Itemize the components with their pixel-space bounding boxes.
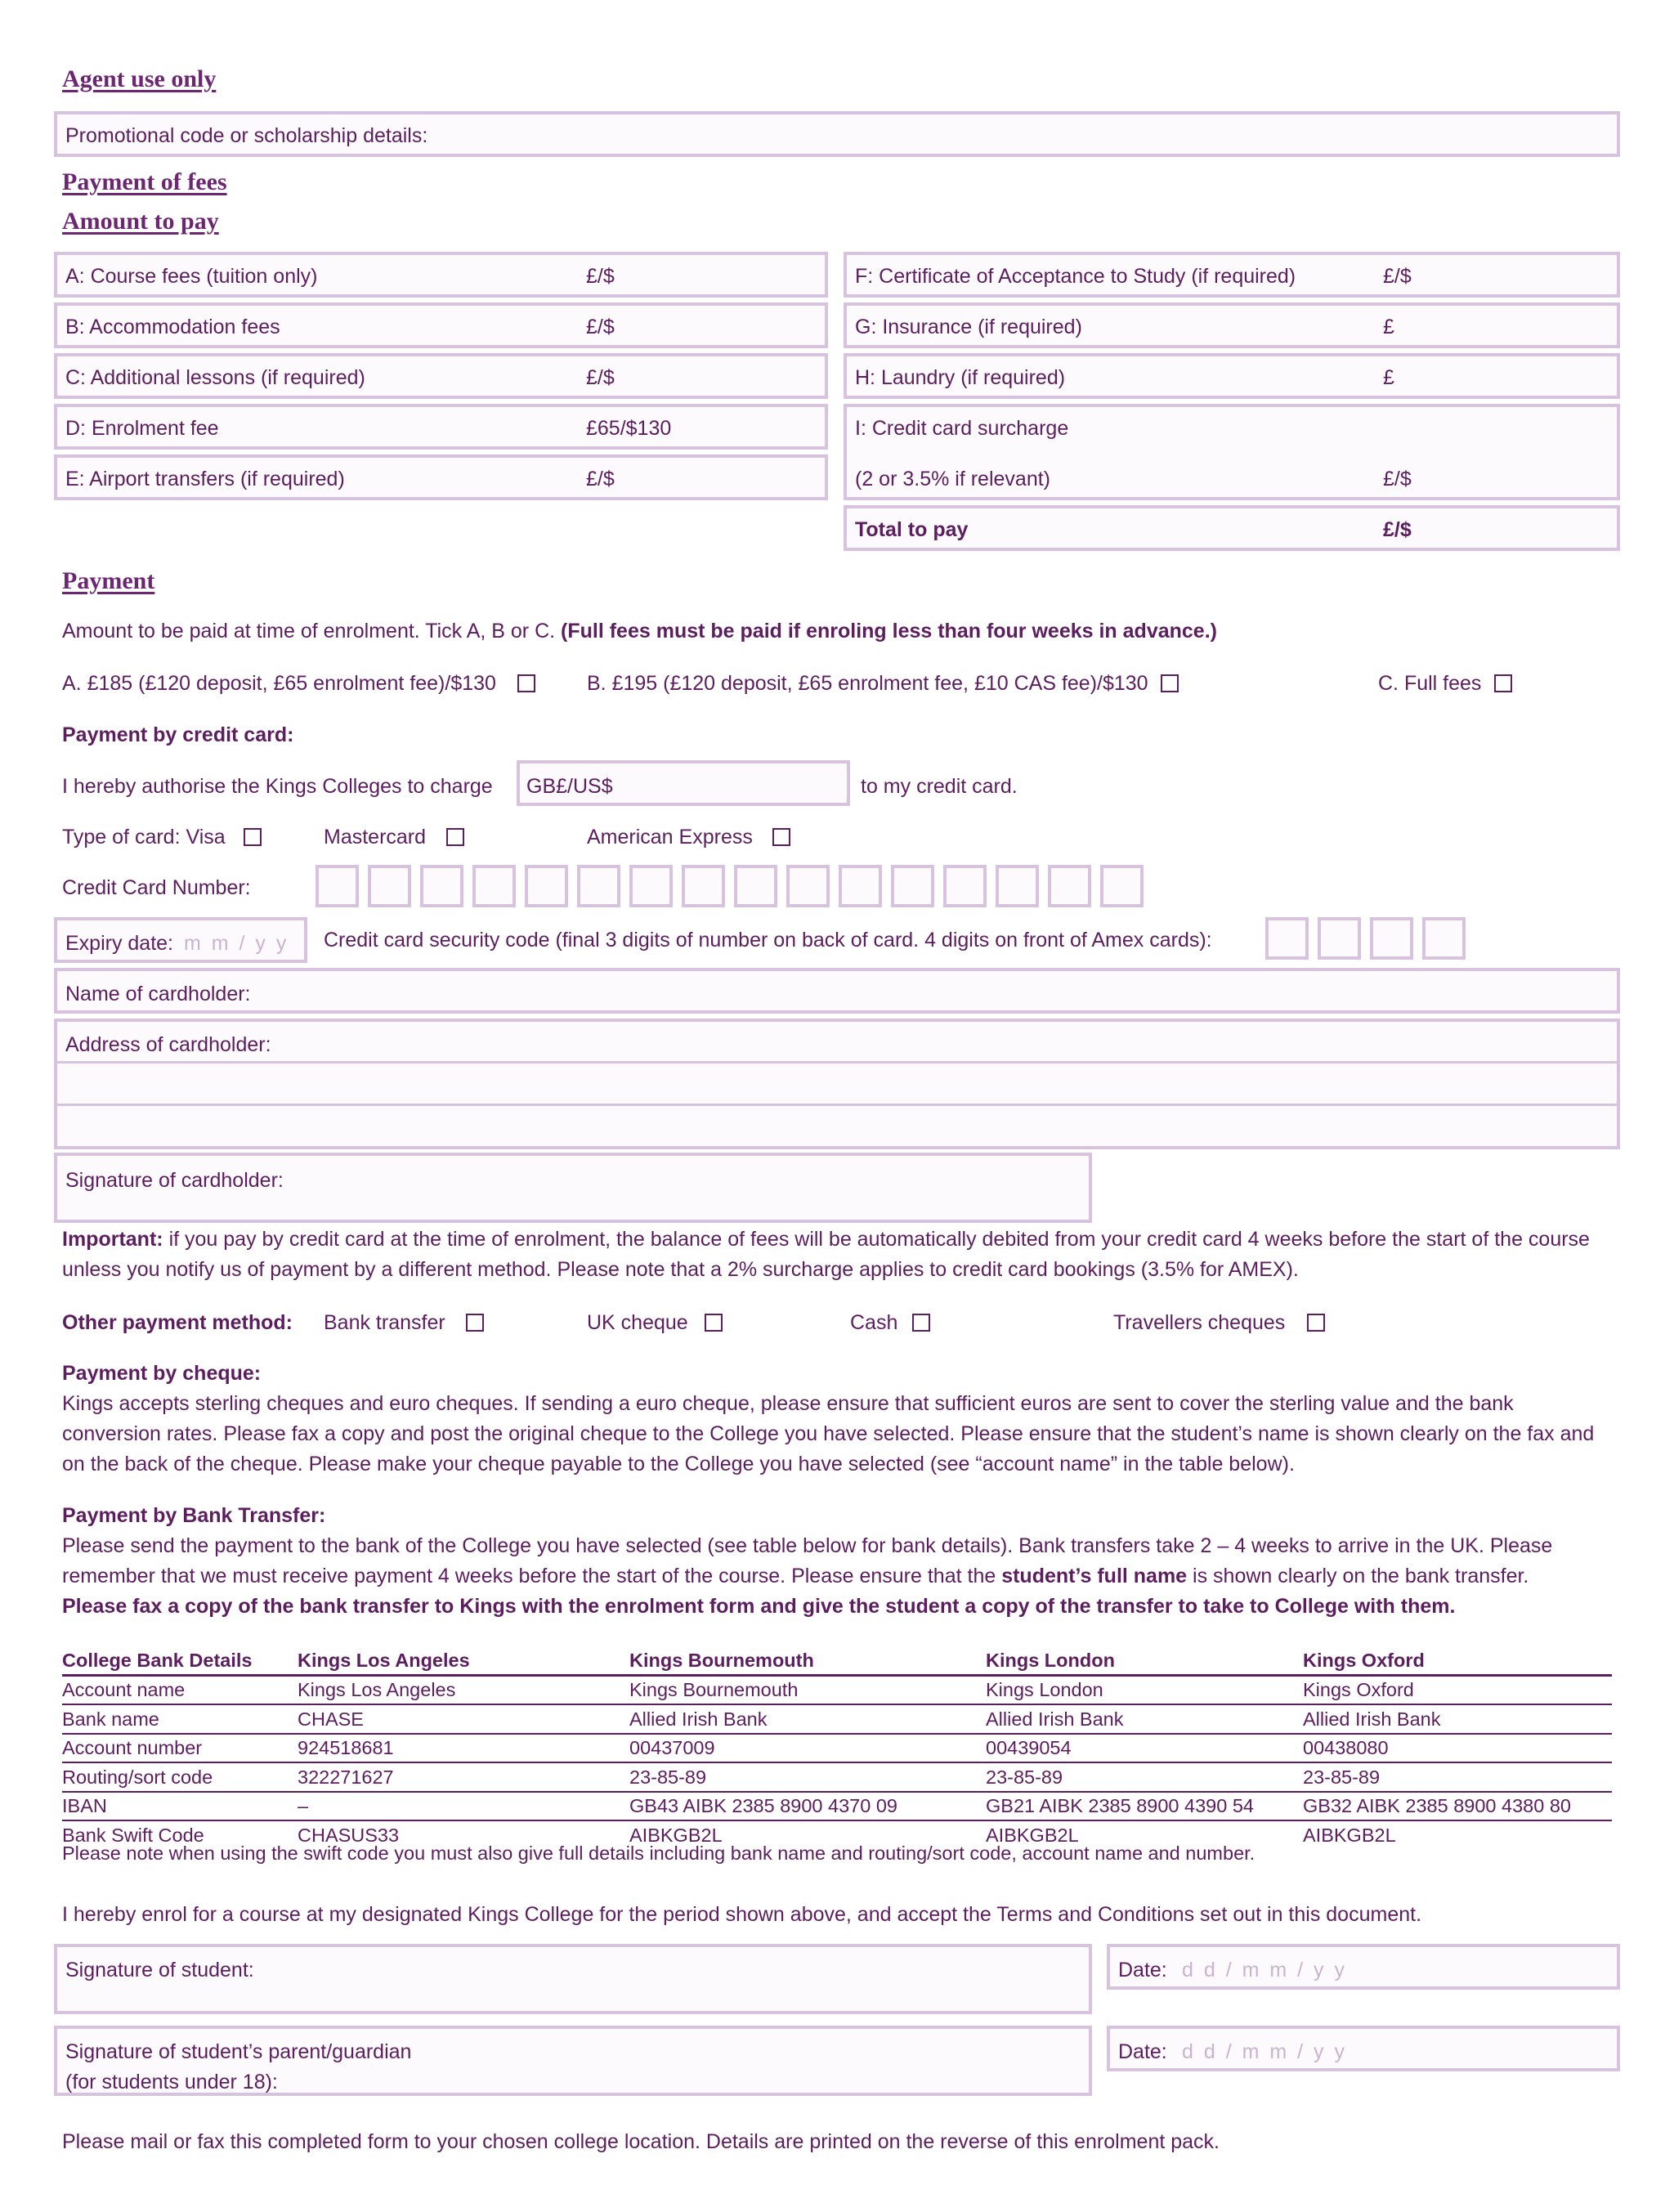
expiry-label: Expiry date: bbox=[65, 932, 174, 955]
bank-cell: Allied Irish Bank bbox=[629, 1704, 986, 1734]
student-signature-label: Signature of student: bbox=[65, 1959, 254, 1981]
fee-label: H: Laundry (if required) bbox=[855, 366, 1066, 389]
bank-header-cell: Kings Bournemouth bbox=[629, 1646, 986, 1675]
amex-label: American Express bbox=[587, 826, 753, 849]
fee-row-course[interactable] bbox=[54, 252, 828, 298]
footer-note: Please mail or fax this completed form to your chosen college location. Details are printed on the reverse of this enrolment pack. bbox=[62, 2130, 1220, 2153]
travellers-checkbox[interactable] bbox=[1307, 1314, 1325, 1332]
fee-label: F: Certificate of Acceptance to Study (if required) bbox=[855, 265, 1296, 288]
bank-details-table bbox=[62, 1646, 1612, 1849]
bank-cell: 00439054 bbox=[986, 1734, 1303, 1763]
security-code-label: Credit card security code (final 3 digits of number on back of card. 4 digits on front of Amex cards): bbox=[324, 929, 1212, 952]
mastercard-checkbox[interactable] bbox=[446, 828, 464, 846]
card-digit[interactable] bbox=[472, 865, 516, 907]
bank-transfer-checkbox[interactable] bbox=[466, 1314, 484, 1332]
card-digit[interactable] bbox=[943, 865, 987, 907]
bank-cell: 23-85-89 bbox=[629, 1762, 986, 1792]
security-digit[interactable] bbox=[1422, 917, 1466, 960]
payment-instruction bbox=[62, 621, 1217, 642]
transfer-section bbox=[62, 1501, 1615, 1622]
student-signature-field[interactable] bbox=[54, 1944, 1092, 2014]
bank-header-cell: Kings Oxford bbox=[1303, 1646, 1612, 1675]
bank-cell: AIBKGB2L bbox=[986, 1824, 1079, 1846]
total-label: Total to pay bbox=[855, 518, 969, 541]
transfer-text-1: Please send the payment to the bank of the College you have selected (see table below for bank details). Bank transfers take 2 – 4 weeks to arrive in the UK. Please remember that we must receive payment 4 weeks before the start of the course. Please ensure that the bbox=[62, 1534, 1553, 1587]
date-label: Date: bbox=[1118, 2040, 1167, 2063]
card-digit[interactable] bbox=[786, 865, 830, 907]
visa-checkbox[interactable] bbox=[244, 828, 262, 846]
option-a-checkbox[interactable] bbox=[517, 674, 535, 692]
card-digit[interactable] bbox=[577, 865, 620, 907]
payment-instruction-bold: (Full fees must be paid if enroling less than four weeks in advance.) bbox=[561, 620, 1217, 643]
fee-row-accommodation[interactable] bbox=[54, 302, 828, 348]
bank-cell: Allied Irish Bank bbox=[1303, 1704, 1612, 1734]
bank-cell: Kings Los Angeles bbox=[298, 1675, 629, 1704]
bank-cell: Allied Irish Bank bbox=[986, 1704, 1303, 1734]
cash-label: Cash bbox=[850, 1311, 898, 1334]
bank-cell: Bank Swift Code bbox=[62, 1824, 204, 1846]
bank-cell: 924518681 bbox=[298, 1734, 629, 1763]
fee-currency: £/$ bbox=[586, 468, 615, 490]
bank-cell: AIBKGB2L bbox=[629, 1824, 723, 1846]
payment-instruction-text: Amount to be paid at time of enrolment. Tick A, B or C. bbox=[62, 620, 556, 643]
bank-cell: Routing/sort code bbox=[62, 1762, 298, 1792]
fee-label: I: Credit card surcharge bbox=[855, 417, 1069, 440]
fee-currency: £/$ bbox=[1383, 468, 1412, 490]
card-digit[interactable] bbox=[682, 865, 725, 907]
fee-currency: £ bbox=[1383, 366, 1394, 389]
parent-date-field[interactable] bbox=[1107, 2026, 1620, 2071]
bank-cell: CHASE bbox=[298, 1704, 629, 1734]
transfer-text-2: is shown clearly on the bank transfer. bbox=[1193, 1565, 1529, 1587]
fee-row-total[interactable] bbox=[844, 505, 1620, 551]
uk-cheque-label: UK cheque bbox=[587, 1311, 688, 1334]
charge-currency-value: GB£/US$ bbox=[526, 775, 613, 798]
bank-cell: 23-85-89 bbox=[986, 1762, 1303, 1792]
bank-cell: GB43 AIBK 2385 8900 4370 09 bbox=[629, 1792, 986, 1821]
parent-signature-label: Signature of student’s parent/guardian bbox=[65, 2040, 412, 2063]
fee-currency: £65/$130 bbox=[586, 417, 672, 440]
fee-label: G: Insurance (if required) bbox=[855, 316, 1082, 338]
payment-heading: Payment bbox=[62, 567, 155, 594]
fee-currency: £/$ bbox=[586, 366, 615, 389]
cheque-heading: Payment by cheque: bbox=[62, 1362, 262, 1385]
table-row bbox=[62, 1704, 1612, 1734]
bank-header-cell: College Bank Details bbox=[62, 1646, 298, 1675]
expiry-date-field[interactable] bbox=[54, 917, 307, 963]
amex-checkbox[interactable] bbox=[772, 828, 790, 846]
address-divider bbox=[57, 1104, 1617, 1106]
fee-row-cas[interactable] bbox=[844, 252, 1620, 298]
security-digit[interactable] bbox=[1265, 917, 1309, 960]
bank-transfer-label: Bank transfer bbox=[324, 1311, 445, 1334]
mastercard-label: Mastercard bbox=[324, 826, 427, 849]
fee-row-additional-lessons[interactable] bbox=[54, 353, 828, 399]
fee-label: A: Course fees (tuition only) bbox=[65, 265, 318, 288]
card-digit[interactable] bbox=[891, 865, 934, 907]
promo-code-field[interactable] bbox=[54, 111, 1620, 157]
date-placeholder: d d / m m / y y bbox=[1182, 2040, 1347, 2063]
fee-label: B: Accommodation fees bbox=[65, 316, 280, 338]
other-methods-label: Other payment method: bbox=[62, 1311, 293, 1334]
fee-currency: £/$ bbox=[1383, 265, 1412, 288]
promo-code-label: Promotional code or scholarship details: bbox=[65, 124, 428, 147]
bank-cell: 00438080 bbox=[1303, 1734, 1612, 1763]
fee-row-surcharge[interactable] bbox=[844, 404, 1620, 500]
card-digit[interactable] bbox=[1100, 865, 1144, 907]
parent-signature-field[interactable] bbox=[54, 2026, 1092, 2096]
bank-header-cell: Kings Los Angeles bbox=[298, 1646, 629, 1675]
bank-cell: 00437009 bbox=[629, 1734, 986, 1763]
fee-label: E: Airport transfers (if required) bbox=[65, 468, 345, 490]
declaration-text: I hereby enrol for a course at my designated Kings College for the period shown above, and accept the Terms and Conditions set out in this document. bbox=[62, 1903, 1422, 1926]
cardholder-address-field[interactable] bbox=[54, 1019, 1620, 1149]
fee-currency: £/$ bbox=[586, 316, 615, 338]
important-note bbox=[62, 1225, 1615, 1285]
option-b-checkbox[interactable] bbox=[1161, 674, 1179, 692]
card-digit[interactable] bbox=[316, 865, 359, 907]
travellers-label: Travellers cheques bbox=[1113, 1311, 1286, 1334]
option-b-label: B. £195 (£120 deposit, £65 enrolment fee, £10 CAS fee)/$130 bbox=[587, 672, 1148, 695]
expiry-placeholder: m m / y y bbox=[184, 932, 289, 955]
authorise-suffix: to my credit card. bbox=[861, 775, 1018, 798]
transfer-heading: Payment by Bank Transfer: bbox=[62, 1504, 326, 1527]
card-digit[interactable] bbox=[996, 865, 1039, 907]
fee-row-airport-transfers[interactable] bbox=[54, 454, 828, 500]
bank-cell: Kings Oxford bbox=[1303, 1675, 1612, 1704]
credit-card-heading: Payment by credit card: bbox=[62, 723, 294, 746]
cardholder-signature-label: Signature of cardholder: bbox=[65, 1169, 284, 1192]
charge-currency-field[interactable] bbox=[517, 760, 850, 806]
card-digit[interactable] bbox=[368, 865, 411, 907]
bank-cell: Bank name bbox=[62, 1704, 298, 1734]
bank-cell: Account name bbox=[62, 1675, 298, 1704]
bank-cell: Kings Bournemouth bbox=[629, 1675, 986, 1704]
bank-cell: IBAN bbox=[62, 1792, 298, 1821]
parent-signature-note: (for students under 18): bbox=[65, 2071, 278, 2093]
bank-cell: – bbox=[298, 1792, 629, 1821]
bank-cell: AIBKGB2L bbox=[1303, 1824, 1396, 1846]
card-digit[interactable] bbox=[839, 865, 882, 907]
date-placeholder: d d / m m / y y bbox=[1182, 1959, 1347, 1981]
card-digit[interactable] bbox=[629, 865, 673, 907]
bank-table-header bbox=[62, 1646, 1612, 1675]
transfer-fax-note: Please fax a copy of the bank transfer to Kings with the enrolment form and give the student a copy of the transfer to take to College with them. bbox=[62, 1595, 1456, 1618]
bank-cell: GB32 AIBK 2385 8900 4380 80 bbox=[1303, 1792, 1612, 1821]
cardholder-address-label: Address of cardholder: bbox=[65, 1033, 271, 1056]
table-row bbox=[62, 1762, 1612, 1792]
bank-cell: Kings London bbox=[986, 1675, 1303, 1704]
transfer-text bbox=[62, 1531, 1615, 1592]
authorise-text: I hereby authorise the Kings Colleges to charge bbox=[62, 775, 493, 798]
card-digit[interactable] bbox=[525, 865, 568, 907]
card-digit[interactable] bbox=[734, 865, 777, 907]
security-digit[interactable] bbox=[1318, 917, 1361, 960]
card-digit[interactable] bbox=[420, 865, 463, 907]
option-a-label: A. £185 (£120 deposit, £65 enrolment fee)/$130 bbox=[62, 672, 496, 695]
fees-heading: Payment of fees bbox=[62, 168, 227, 195]
option-c-label: C. Full fees bbox=[1378, 672, 1482, 695]
student-date-field[interactable] bbox=[1107, 1944, 1620, 1990]
fee-currency: £ bbox=[1383, 316, 1394, 338]
fee-row-insurance[interactable] bbox=[844, 302, 1620, 348]
bank-cell: 23-85-89 bbox=[1303, 1762, 1612, 1792]
fee-label: D: Enrolment fee bbox=[65, 417, 219, 440]
agent-heading: Agent use only bbox=[62, 65, 217, 92]
fee-label-note: (2 or 3.5% if relevant) bbox=[855, 468, 1050, 490]
card-number-label: Credit Card Number: bbox=[62, 876, 251, 899]
cardholder-signature-field[interactable] bbox=[54, 1153, 1092, 1223]
cardholder-name-label: Name of cardholder: bbox=[65, 983, 251, 1005]
cardholder-name-field[interactable] bbox=[54, 968, 1620, 1014]
swift-note: Please note when using the swift code you must also give full details including bank name and routing/sort code, account name and number. bbox=[62, 1843, 1256, 1864]
table-row bbox=[62, 1792, 1612, 1821]
cash-checkbox[interactable] bbox=[912, 1314, 930, 1332]
card-digit[interactable] bbox=[1048, 865, 1091, 907]
address-divider bbox=[57, 1061, 1617, 1063]
important-text: if you pay by credit card at the time of enrolment, the balance of fees will be automatically debited from your credit card 4 weeks before the start of the course unless you notify us of payment by a different method. Please note that a 2% surcharge applies to credit card bookings (3.5% for AMEX). bbox=[62, 1228, 1590, 1281]
fee-row-laundry[interactable] bbox=[844, 353, 1620, 399]
table-row bbox=[62, 1675, 1612, 1704]
total-currency: £/$ bbox=[1383, 518, 1412, 541]
cheque-text: Kings accepts sterling cheques and euro cheques. If sending a euro cheque, please ensure that sufficient euros are sent to cover the sterling value and the bank conversion rates. Please fax a copy and post the original cheque to the College you have selected. Please ensure that the student’s name is shown clearly on the fax and on the back of the cheque. Please make your cheque payable to the College you have selected (see “account name” in the table below). bbox=[62, 1392, 1595, 1475]
fee-currency: £/$ bbox=[586, 265, 615, 288]
bank-cell: CHASUS33 bbox=[298, 1824, 400, 1846]
fee-row-enrolment[interactable] bbox=[54, 404, 828, 450]
fee-label: C: Additional lessons (if required) bbox=[65, 366, 365, 389]
bank-cell: Account number bbox=[62, 1734, 298, 1763]
uk-cheque-checkbox[interactable] bbox=[705, 1314, 723, 1332]
bank-cell: GB21 AIBK 2385 8900 4390 54 bbox=[986, 1792, 1303, 1821]
card-type-label: Type of card: Visa bbox=[62, 826, 226, 849]
bank-header-cell: Kings London bbox=[986, 1646, 1303, 1675]
date-label: Date: bbox=[1118, 1959, 1167, 1981]
option-c-checkbox[interactable] bbox=[1494, 674, 1512, 692]
bank-cell: 322271627 bbox=[298, 1762, 629, 1792]
important-bold: Important: bbox=[62, 1228, 163, 1251]
transfer-text-bold: student’s full name bbox=[1001, 1565, 1188, 1587]
security-digit[interactable] bbox=[1370, 917, 1413, 960]
cheque-section bbox=[62, 1359, 1615, 1480]
amount-to-pay-heading: Amount to pay bbox=[62, 208, 219, 235]
table-row bbox=[62, 1734, 1612, 1763]
